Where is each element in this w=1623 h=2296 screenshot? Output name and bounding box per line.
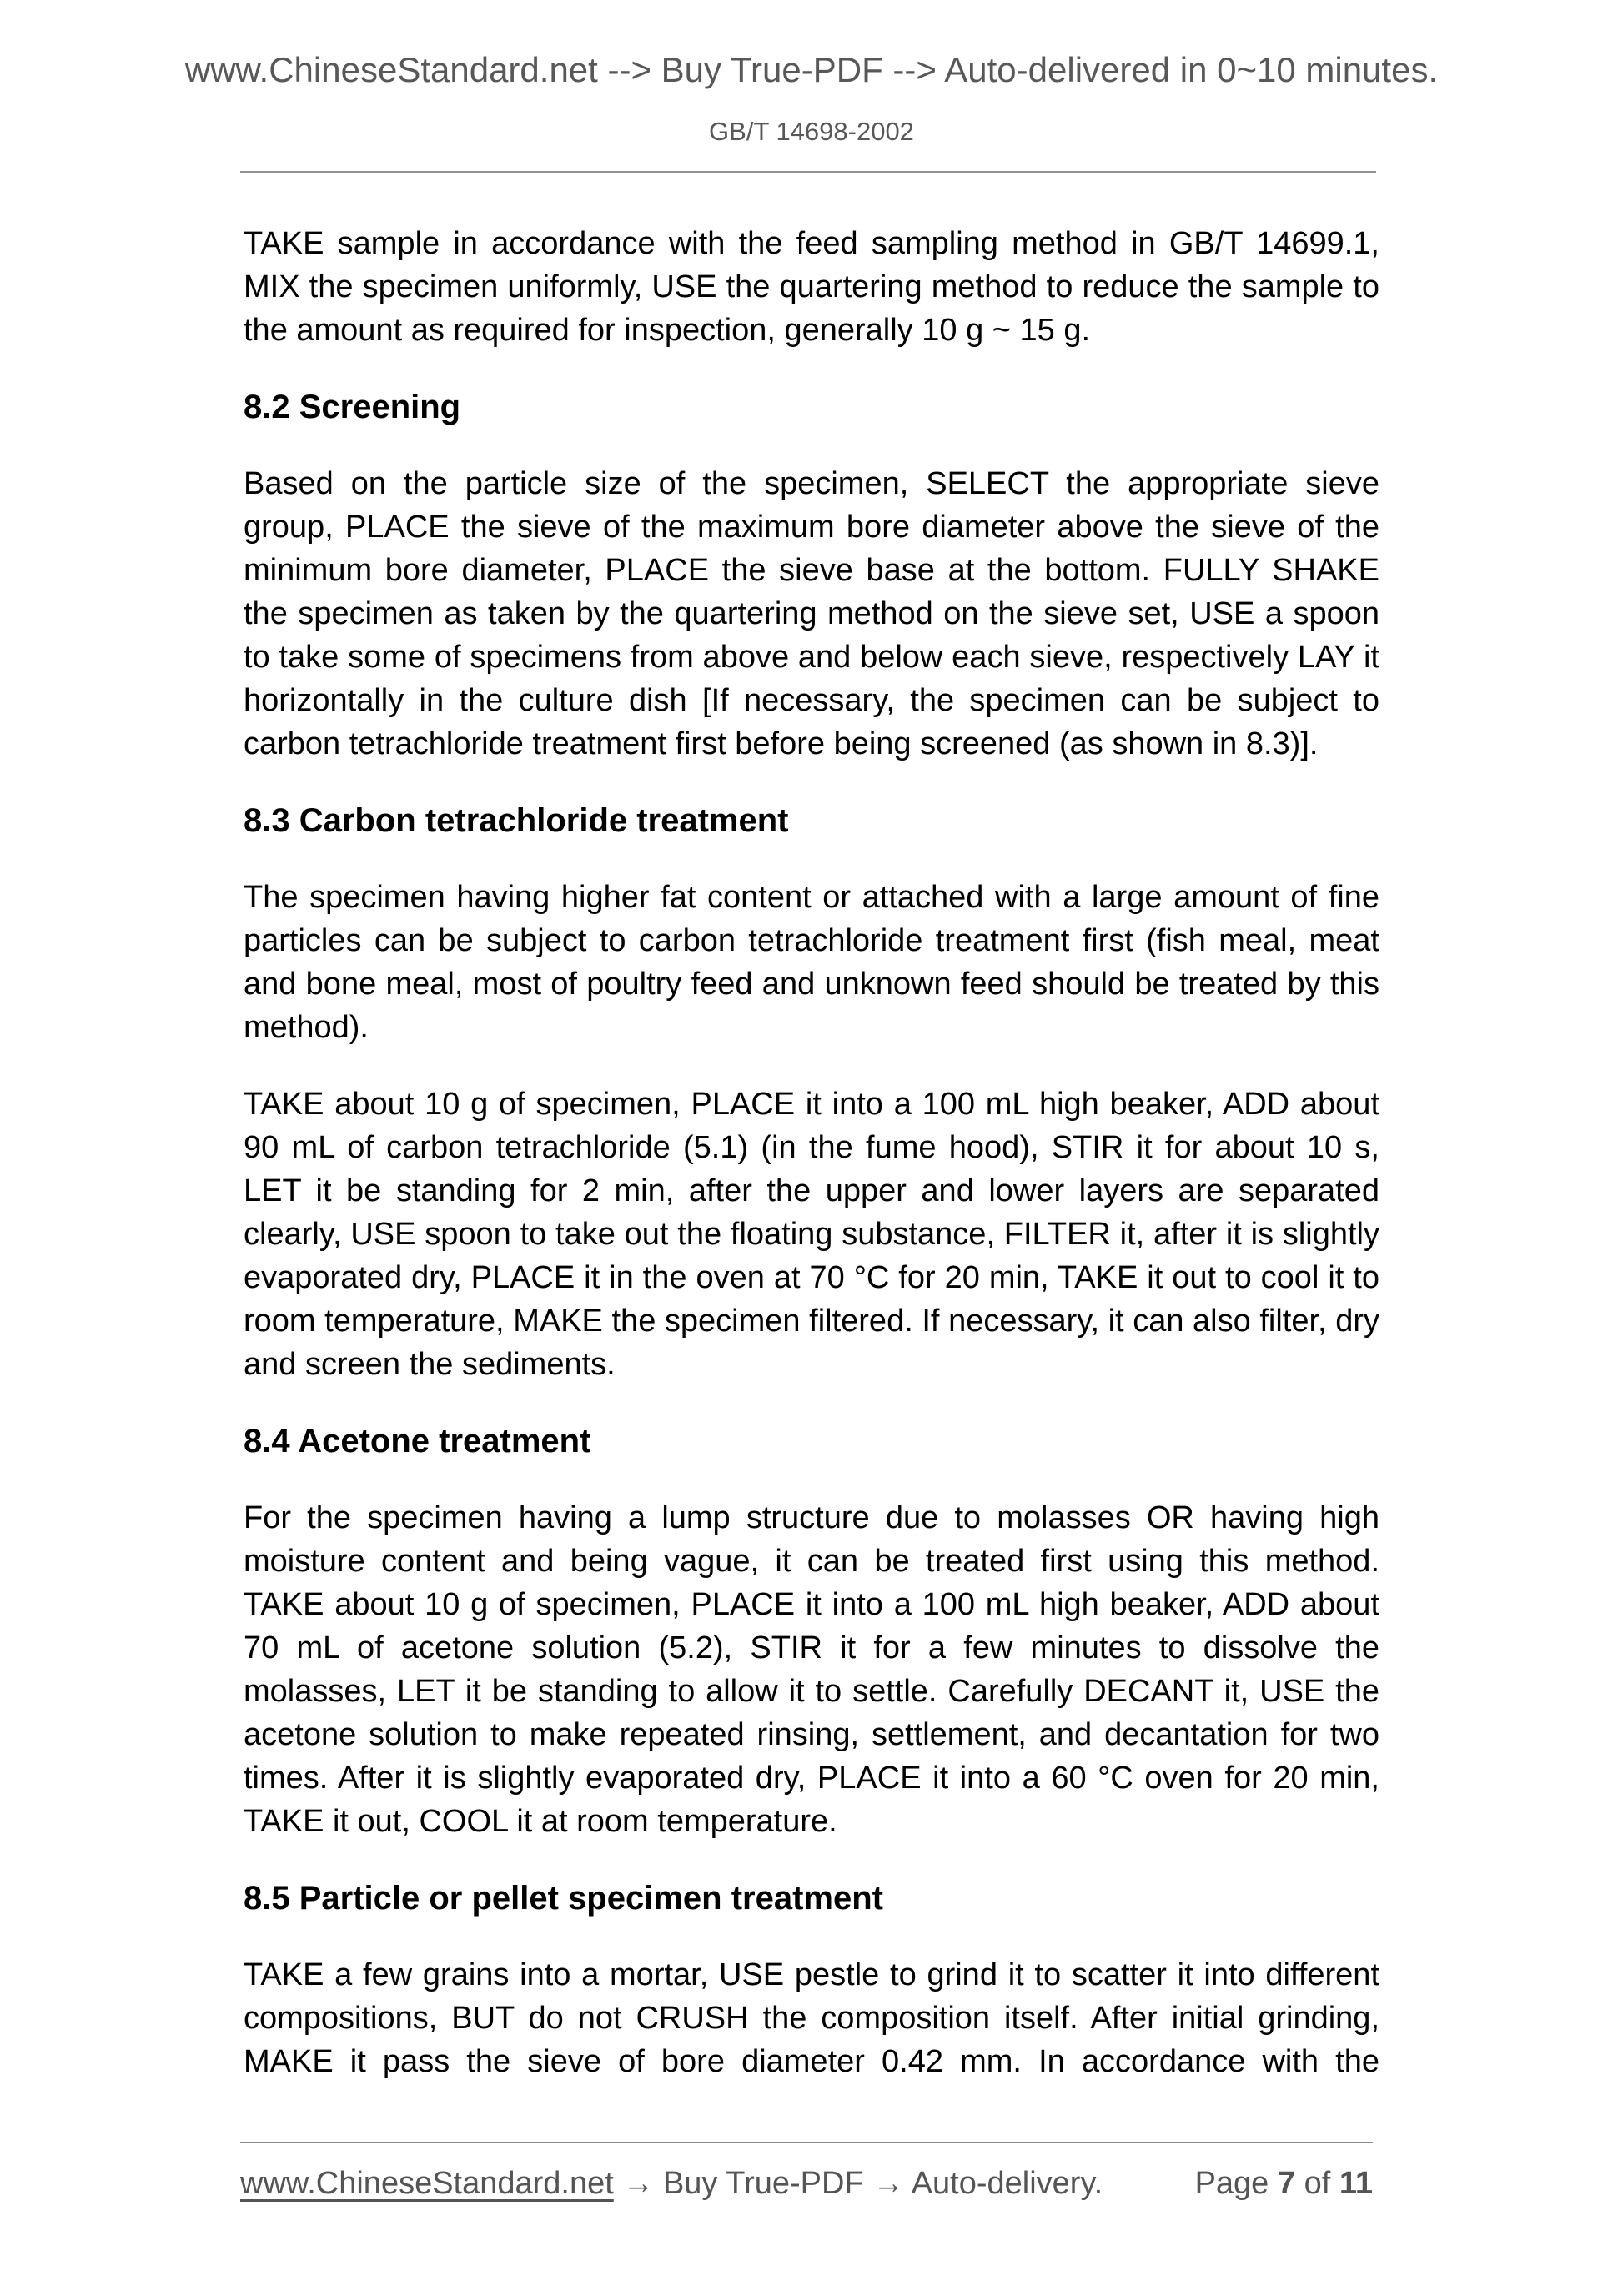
footer-divider <box>240 2142 1373 2143</box>
section-heading-8-3: 8.3 Carbon tetrachloride treatment <box>244 802 789 839</box>
document-body <box>244 222 1379 2117</box>
page-footer <box>240 2142 1373 2203</box>
footer-tagline-group <box>240 2165 1103 2203</box>
paragraph-screening: Based on the particle size of the specimen, SELECT the appropriate sieve group, PLACE the sieve of the maximum bore diameter above the sieve of the minimum bore diameter, PLACE the sieve base at the bottom. FULLY SHAKE the specimen as taken by the quartering method on the sieve set, USE a spoon to take some of specimens from above and below each sieve, respectively LAY it horizontally in the culture dish [If necessary, the specimen can be subject to carbon tetrachloride treatment first before being screened (as shown in 8.3)]. <box>244 466 1379 761</box>
page-indicator-prefix: Page <box>1194 2166 1278 2201</box>
footer-website-link[interactable]: www.ChineseStandard.net <box>240 2166 614 2201</box>
section-heading-8-4: 8.4 Acetone treatment <box>244 1423 591 1459</box>
header-divider <box>240 171 1376 173</box>
header-standard-number: GB/T 14698-2002 <box>709 117 914 146</box>
page-number-current: 7 <box>1277 2166 1296 2201</box>
header-marketing-text: www.ChineseStandard.net --> Buy True-PDF --> Auto-delivered in 0~10 minutes. <box>184 50 1439 89</box>
paragraph-sampling: TAKE sample in accordance with the feed sampling method in GB/T 14699.1, MIX the specimen uniformly, USE the quartering method to reduce the sample to the amount as required for inspection, generally 10 g ~ 15 g. <box>244 226 1379 348</box>
page-number-total: 11 <box>1339 2166 1373 2201</box>
section-heading-8-2: 8.2 Screening <box>244 389 461 425</box>
paragraph-carbon-tetrachloride-procedure: TAKE about 10 g of specimen, PLACE it into a 100 mL high beaker, ADD about 90 mL of carbon tetrachloride (5.1) (in the fume hood), STIR it for about 10 s, LET it be standing for 2 min, after the upper and lower layers are separated clearly, USE spoon to take out the floating substance, FILTER it, after it is slightly evaporated dry, PLACE it in the oven at 70 °C for 20 min, TAKE it out to cool it to room temperature, MAKE the specimen filtered. If necessary, it can also filter, dry and screen the sediments. <box>244 1087 1379 1382</box>
page-indicator-of: of <box>1295 2166 1339 2201</box>
paragraph-acetone-treatment: For the specimen having a lump structure due to molasses OR having high moisture content and being vague, it can be treated first using this method. TAKE about 10 g of specimen, PLACE it into a 100 mL high beaker, ADD about 70 mL of acetone solution (5.2), STIR it for a few minutes to dissolve the molasses, LET it be standing to allow it to settle. Carefully DECANT it, USE the acetone solution to make repeated rinsing, settlement, and decantation for two times. After it is slightly evaporated dry, PLACE it into a 60 °C oven for 20 min, TAKE it out, COOL it at room temperature. <box>244 1500 1379 1839</box>
paragraph-carbon-tetrachloride-intro: The specimen having higher fat content or attached with a large amount of fine particles can be subject to carbon tetrachloride treatment first (fish meal, meat and bone meal, most of poultry feed and unknown feed should be treated by this method). <box>244 880 1379 1045</box>
footer-tagline: → Buy True-PDF → Auto-delivery. <box>613 2166 1103 2201</box>
page-indicator <box>1195 2165 1373 2203</box>
paragraph-particle-pellet-treatment: TAKE a few grains into a mortar, USE pestle to grind it to scatter it into different compositions, BUT do not CRUSH the composition itself. After initial grinding, MAKE it pass the sieve of bore diameter 0.42 mm. In accordance with the <box>244 1957 1379 2079</box>
section-heading-8-5: 8.5 Particle or pellet specimen treatment <box>244 1880 883 1917</box>
